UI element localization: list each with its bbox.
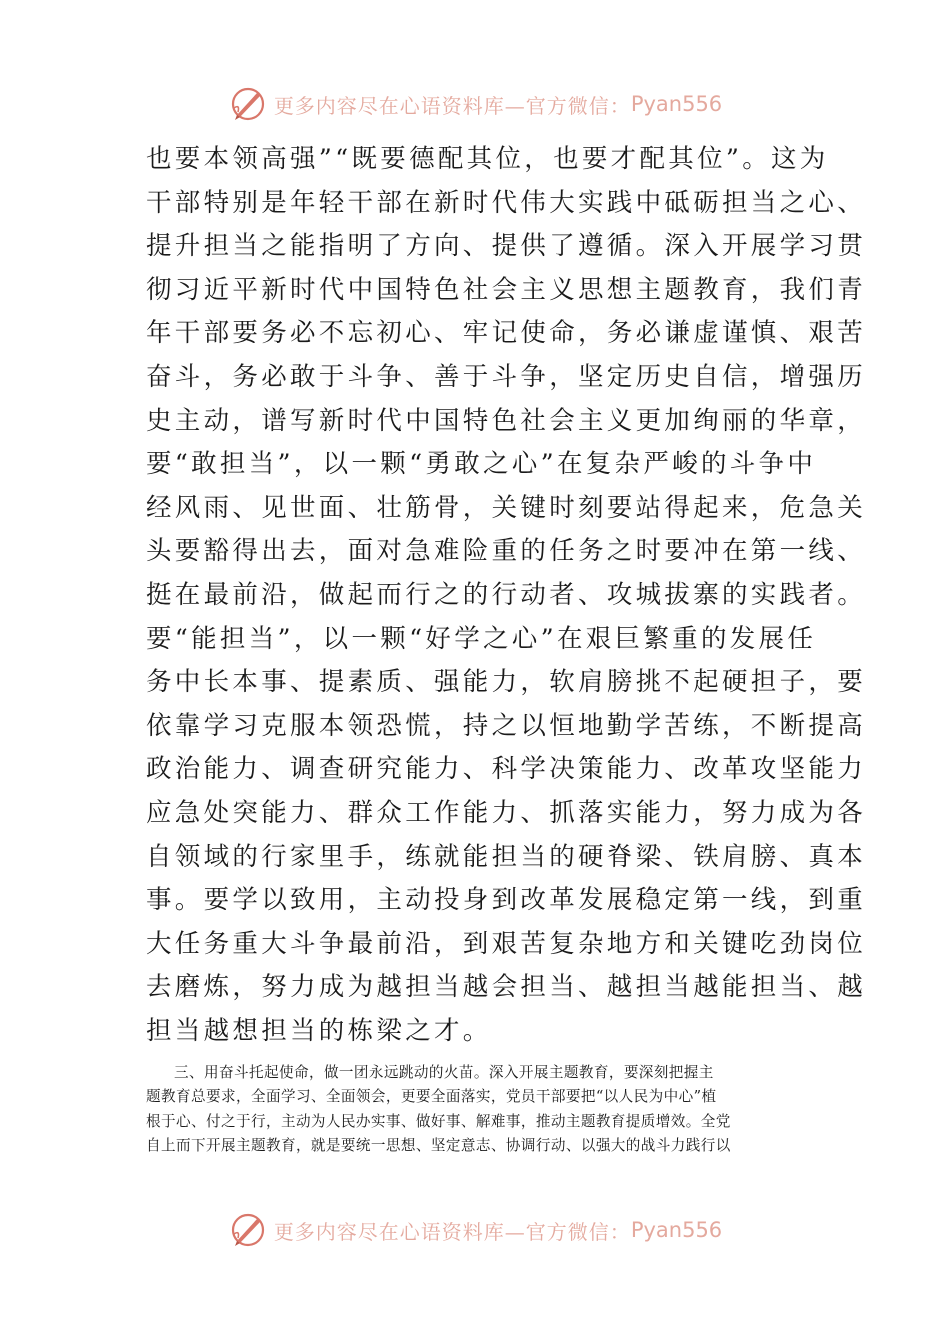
body-line: 经风雨、见世面、壮筋骨，关键时刻要站得起来，危急关 <box>146 492 867 523</box>
pen-logo-icon <box>228 84 268 124</box>
body-line: 务中长本事、提素质、强能力，软肩膀挑不起硬担子，要 <box>146 667 867 698</box>
body-line: 提升担当之能指明了方向、提供了遵循。深入开展学习贯 <box>146 231 867 262</box>
body-line: 大任务重大斗争最前沿，到艰苦复杂地方和关键吃劲岗位 <box>146 928 867 959</box>
banner-wechat-id: Pyan556 <box>630 92 723 116</box>
banner-text: 更多内容尽在心语资料库—官方微信： <box>273 1219 631 1244</box>
body-line: 头要豁得出去，面对急难险重的任务之时要冲在第一线、 <box>146 536 867 567</box>
body-line: 政治能力、调查研究能力、科学决策能力、改革攻坚能力 <box>146 754 867 785</box>
body-line: 要“能担当”，以一颗“好学之心”在艰巨繁重的发展任 <box>146 623 817 654</box>
banner-text: 更多内容尽在心语资料库—官方微信： <box>273 93 631 118</box>
body-line: 要“敢担当”，以一颗“勇敢之心”在复杂严峻的斗争中 <box>146 449 817 480</box>
body-line: 也要本领高强”“既要德配其位，也要才配其位”。这为 <box>146 144 829 174</box>
body-line: 依靠学习克服本领恐慌，持之以恒地勤学苦练，不断提高 <box>146 710 867 741</box>
body-line: 奋斗，务必敢于斗争、善于斗争，坚定历史自信，增强历 <box>146 361 867 392</box>
footer-watermark-banner <box>0 1208 950 1252</box>
body-line: 事。要学以致用，主动投身到改革发展稳定第一线，到重 <box>146 885 867 916</box>
pen-logo-icon <box>228 1210 268 1250</box>
small-line: 三、用奋斗托起使命，做一团永远跳动的火苗。深入开展主题教育，要深刻把握主 <box>174 1064 714 1081</box>
body-line: 史主动，谱写新时代中国特色社会主义更加绚丽的华章， <box>146 405 867 436</box>
body-line: 干部特别是年轻干部在新时代伟大实践中砥砺担当之心、 <box>146 187 867 218</box>
body-line: 自领域的行家里手，练就能担当的硬脊梁、铁肩膀、真本 <box>146 841 867 872</box>
small-line: 题教育总要求，全面学习、全面领会，更要全面落实，党员干部要把“以人民为中心”植 <box>146 1088 717 1106</box>
banner-wechat-id: Pyan556 <box>630 1218 723 1242</box>
small-line: 自上而下开展主题教育，就是要统一思想、坚定意志、协调行动、以强大的战斗力践行以 <box>146 1137 731 1155</box>
body-line: 去磨炼，努力成为越担当越会担当、越担当越能担当、越 <box>146 972 867 1003</box>
body-line: 彻习近平新时代中国特色社会主义思想主题教育，我们青 <box>146 274 867 305</box>
body-line: 应急处突能力、群众工作能力、抓落实能力，努力成为各 <box>146 797 867 828</box>
body-line: 年干部要务必不忘初心、牢记使命，务必谦虚谨慎、艰苦 <box>146 318 867 349</box>
main-paragraph <box>146 138 867 1053</box>
body-line: 挺在最前沿，做起而行之的行动者、攻城拔寨的实践者。 <box>146 579 867 610</box>
header-watermark-banner <box>0 82 950 126</box>
small-line: 根于心、付之于行，主动为人民办实事、做好事、解难事，推动主题教育提质增效。全党 <box>146 1112 731 1130</box>
section-three-paragraph <box>146 1061 808 1159</box>
body-line: 担当越想担当的栋梁之才。 <box>146 1015 492 1046</box>
